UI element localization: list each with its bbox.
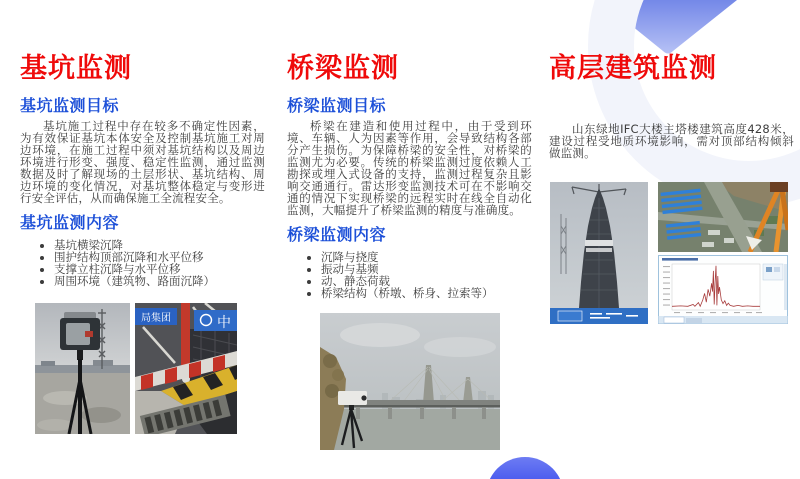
bridge-content-heading: 桥梁监测内容	[287, 225, 387, 244]
photo-monitor-chart-window	[658, 255, 788, 324]
bridge-bullet-list	[287, 251, 532, 299]
bridge-goal-text: 桥梁在建造和使用过程中，由于受到环境、车辆、人为因素等作用，会导致结构各部分产生损伤。为保障桥梁的安全性，对桥梁的监测尤为必要。传统的桥梁监测过度依赖人工勘探或埋入式设备的支持，监测过程复杂且影响交通通行。雷达形变监测技术可在不影响交通的情况下实现桥梁的远程实时在线全自动化监测，大幅提升了桥梁监测的精度与准确度。	[287, 119, 532, 217]
barrier-sign-right-text: 中	[217, 315, 231, 331]
pit-bullet-1: • 基坑横梁沉降	[54, 239, 265, 251]
highrise-photos	[550, 182, 794, 324]
column-highrise-monitoring	[549, 52, 794, 324]
bridge-goal-heading: 桥梁监测目标	[287, 96, 387, 115]
highrise-intro-text: 山东绿地IFC大楼主塔楼建筑高度428米，建设过程受地质环境影响，需对顶部结构倾斜做监测。	[549, 122, 794, 160]
pit-goal-text: 基坑施工过程中存在较多不确定性因素，为有效保证基坑本体安全及控制基坑施工对周边环境，在施工过程中须对基坑结构以及周边环境进行形变、强度、稳定性监测，通过监测数据及时了解现场的土层形状、基坑结构、周边环境的变化情况，对基坑整体稳定与变形进行安全评估，从而确保施工全流程安全。	[20, 119, 265, 205]
bridge-bullet-3: • 动、静态荷载	[321, 275, 532, 287]
diamond-decoration	[595, 0, 745, 60]
pit-bullet-2: • 围护结构顶部沉降和水平位移	[54, 251, 265, 263]
highrise-side-images	[658, 182, 788, 324]
sheet-tab-inactive	[686, 318, 702, 323]
pit-photos	[35, 303, 265, 434]
highrise-title: 高层建筑监测	[549, 53, 717, 84]
window-title-text	[662, 258, 698, 261]
pit-goal-heading: 基坑监测目标	[20, 96, 120, 115]
barrier-sign-left-text: 局集团	[141, 313, 171, 324]
pit-content-heading: 基坑监测内容	[20, 213, 120, 232]
pit-bullet-3: • 支撑立柱沉降与水平位移	[54, 263, 265, 275]
bridge-photos	[320, 313, 532, 450]
photo-radar-tripod	[35, 303, 130, 434]
photo-aerial-site	[658, 182, 788, 252]
bridge-title: 桥梁监测	[287, 53, 399, 84]
photo-tower-construction	[550, 182, 648, 324]
bridge-bullet-4: • 桥梁结构（桥墩、桥身、拉索等）	[321, 287, 532, 299]
pit-bullet-4: • 周围环境（建筑物、路面沉降）	[54, 275, 265, 287]
sheet-tab-active	[664, 317, 684, 323]
column-pit-monitoring	[20, 52, 265, 434]
column-bridge-monitoring	[287, 52, 532, 450]
pit-title: 基坑监测	[20, 53, 132, 84]
pit-bullet-list	[20, 239, 265, 287]
dome-decoration	[486, 457, 564, 479]
bridge-bullet-1: • 沉降与挠度	[321, 251, 532, 263]
photo-site-barrier	[135, 303, 237, 434]
photo-bridge-monitoring	[320, 313, 500, 450]
bridge-bullet-2: • 振动与基频	[321, 263, 532, 275]
